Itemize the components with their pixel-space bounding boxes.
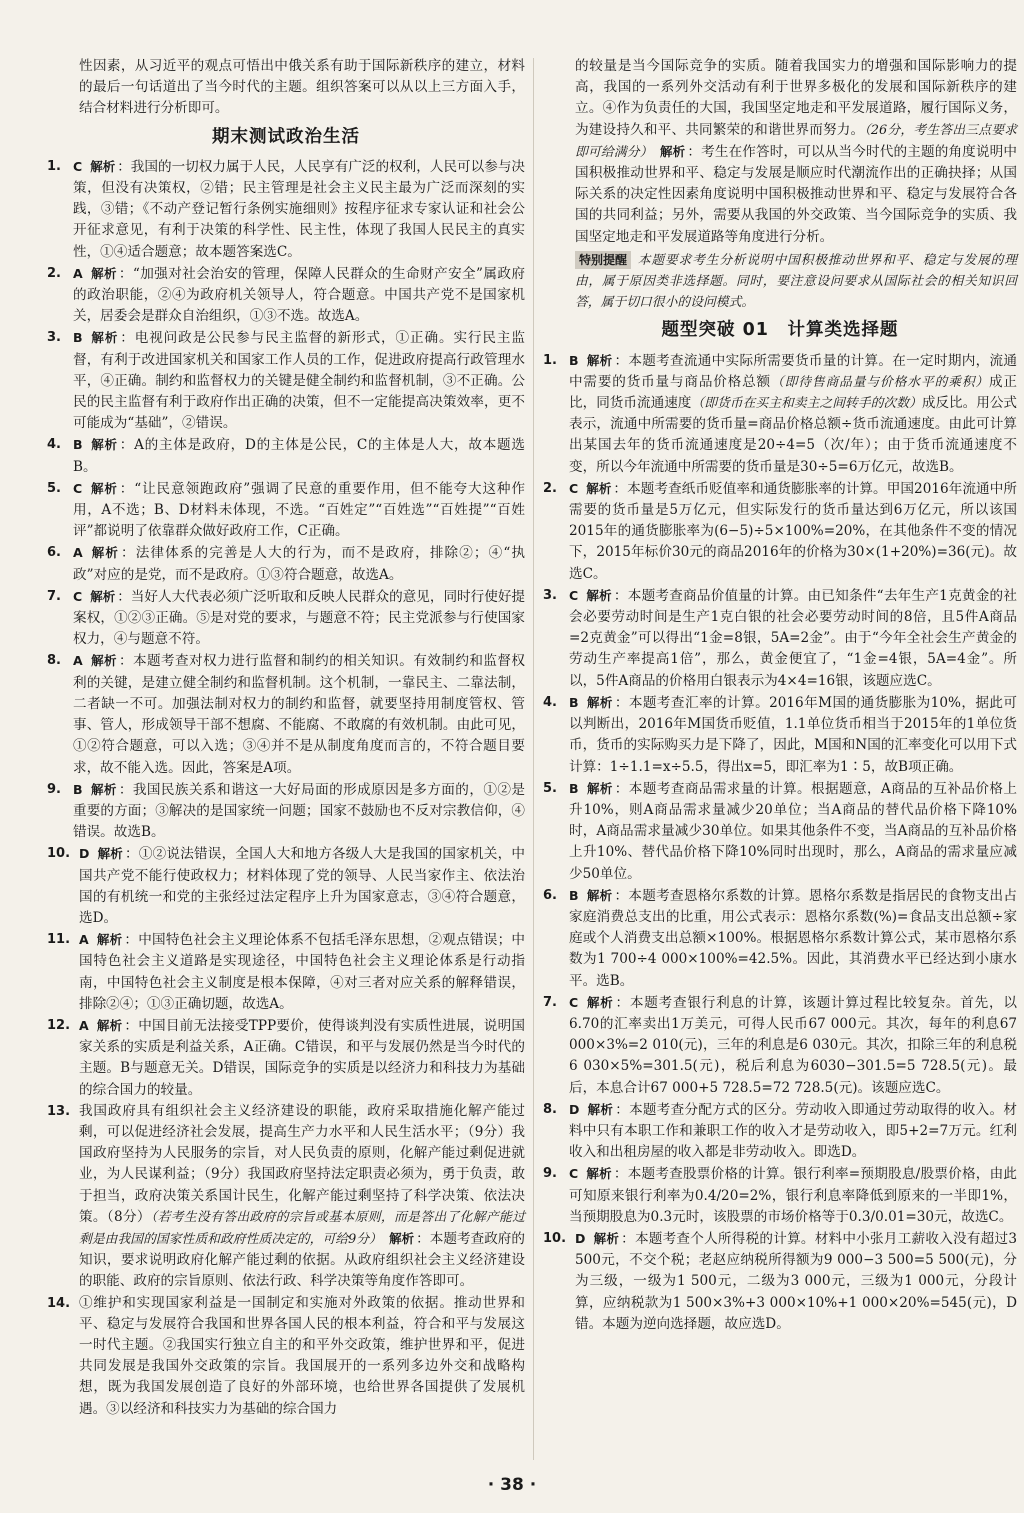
item-number: 11. <box>47 932 71 948</box>
tip-text: 本题要求考生分析说明中国积极推动世界和平、稳定与发展的理由，属于原因类非选择题。同时，要注意设问要求从国际社会的相关知识回答，属于切口很小的设问模式。 <box>575 252 1017 311</box>
answer-letter: C <box>73 480 83 496</box>
answer-letter: C <box>569 1166 579 1182</box>
answer-text: ：本题考查汇率的计算。2016年M国的通货膨胀为10%，据此可以判断出，2016年M国货币贬值，1.1单位货币相当于2015年的1单位货币，货币的实际购买力是下降了，因此，M国和N国的汇率变化可以用下式计算：1÷1.1=x÷5.5，得出x=5，即汇率为1∶5，故B项正确。 <box>569 694 1017 775</box>
answer-text: ：A的主体是政府，D的主体是公民，C的主体是人大，故本题选B。 <box>73 437 525 475</box>
answer-text: 成正比，同货币流通速度 <box>569 373 1018 412</box>
analysis-label: 解析 <box>586 887 613 903</box>
answer-letter: A <box>79 932 89 948</box>
answer-item <box>47 586 525 651</box>
answer-letter: B <box>569 352 579 368</box>
answer-text: 我国政府具有组织社会主义经济建设的职能，政府采取措施化解产能过剩，可以促进经济社会发展，提高生产力水平和人民生活水平；（9分）我国政府坚持为人民服务的宗旨，对人民负责的原则，化解产能过剩促进就业，为人民谋利益；（9分）我国政府坚持法定职责必须为，勇于负责，敢于担当，政府决策关系国计民生，化解产能过剩坚持了科学决策、依法决策。（8分） <box>79 1102 525 1225</box>
answer-letter: D <box>569 1101 580 1117</box>
answer-item <box>47 327 525 434</box>
answer-text: 的较量是当今国际竞争的实质。随着我国实力的增强和国际影响力的提高，我国的一系列外交活动有利于世界多极化的发展和国际新秩序的建立。④作为负责任的大国，我国坚定地走和平发展道路，履行国际义务，为建设持久和平、共同繁荣的和谐世界而努力。 <box>575 58 1017 138</box>
analysis-label: 解析 <box>96 1017 123 1033</box>
answer-item <box>543 1163 1017 1228</box>
inline-note: （即待售商品量与价格水平的乘积） <box>770 374 989 390</box>
analysis-label: 解析 <box>90 588 116 604</box>
analysis-label: 解析 <box>586 587 612 603</box>
left-column <box>47 56 525 1420</box>
answer-text: ：本题考查纸币贬值率和通货膨胀率的计算。甲国2016年流通中所需要的货币量是5万亿元，但实际发行的货币量达到6万亿元，所以该国2015年的通货膨胀率为(6−5)÷5×100%=20%，在其他条件不变的情况下，2015年标价30元的商品2016年的价格为30×(1+20%)=36(元)。故选C。 <box>569 480 1017 582</box>
analysis-label: 解析 <box>587 1101 614 1117</box>
answer-item <box>47 929 525 1015</box>
answer-letter: A <box>73 545 83 561</box>
item-number: 9. <box>47 781 61 797</box>
answer-text: ：中国目前无法接受TPP要价，使得谈判没有实质性进展，说明国家关系的实质是利益关系，A正确。C错误，和平与发展仍然是当今时代的主题。B与题意无关。D错误，国际竞争的实质是以经济力和科技力为基础的综合国力的较量。 <box>79 1017 525 1098</box>
answer-item <box>47 263 525 328</box>
answer-item <box>47 478 525 543</box>
answer-letter: B <box>569 780 579 796</box>
analysis-label: 解析 <box>593 1230 620 1246</box>
item-number: 4. <box>47 437 61 453</box>
answer-text: ：本题考查个人所得税的计算。材料中小张月工薪收入没有超过3 500元，不交个税；老赵应纳税所得额为9 000−3 500=5 500(元)，分为三级，一级为1 500元，二级为3 000元，三级为1 000元，分段计算，应纳税款为1 500×3%+3 000×10%+1 000×20%=545(元)，D错。本题为逆向选择题，故应选D。 <box>575 1230 1017 1332</box>
answer-item <box>543 885 1017 992</box>
answer-letter: B <box>73 330 83 346</box>
analysis-label: 解析 <box>586 352 613 368</box>
answer-text: ：本题考查商品需求量的计算。根据题意，A商品的互补品价格上升10%，则A商品需求量减少20单位；当A商品的替代品价格下降10%时，A商品需求量减少30单位。如果其他条件不变，当A商品的互补品价格上升10%、替代品价格下降10%同时出现时，那么，A商品的需求量应减少50单位。 <box>569 780 1017 882</box>
answer-letter: C <box>73 158 83 174</box>
analysis-label: 解析 <box>586 480 612 496</box>
item-number: 2. <box>47 265 61 281</box>
answer-text: ①维护和实现国家利益是一国制定和实施对外政策的依据。推动世界和平、稳定与发展符合我国和世界各国人民的根本利益，符合和平与发展这一时代主题。②我国实行独立自主的和平外交政策，维护世界和平，促进共同发展是我国外交政策的宗旨。我国展开的一系列多边外交和战略构想，既为我国发展创造了良好的外部环境，也给世界各国提供了发展机遇。③以经济和科技实力为基础的综合国力 <box>79 1294 525 1417</box>
answer-letter: C <box>569 480 579 496</box>
answer-item <box>47 1293 525 1420</box>
page-number: · 38 · <box>487 1475 537 1495</box>
answer-item <box>543 350 1017 478</box>
answer-item <box>47 843 525 929</box>
section-title-calculation: 题型突破 01 计算类选择题 <box>661 320 899 341</box>
answer-text: ：本题考查政府的知识，要求说明政府化解产能过剩的依据。从政府组织社会主义经济建设的职能、政府的宗旨原则、依法行政、科学决策等角度作答即可。 <box>79 1230 526 1290</box>
answer-item <box>543 778 1017 885</box>
analysis-label: 解析 <box>90 781 117 797</box>
answer-item <box>47 542 525 585</box>
answer-item <box>47 1101 525 1293</box>
item-number: 12. <box>47 1017 71 1033</box>
answer-text: ：本题考查分配方式的区分。劳动收入即通过劳动取得的收入。材料中只有本职工作和兼职工作的收入才是劳动收入，即5+2=7万元。红利收入和出租房屋的收入都是非劳动收入。即选D。 <box>569 1101 1017 1161</box>
answer-letter: D <box>575 1230 586 1246</box>
right-column <box>543 56 1017 1335</box>
item-number: 10. <box>47 846 71 862</box>
section-title-final-test: 期末测试政治生活 <box>212 126 360 147</box>
answer-letter: B <box>569 887 579 903</box>
answer-text: ：“加强对社会治安的管理，保障人民群众的生命财产安全”属政府的政治职能，②④为政府机关领导人，符合题意。中国共产党不是国家机关，居委会是群众自治组织，①③不选。故选A。 <box>73 265 525 325</box>
analysis-label: 解析 <box>660 143 686 159</box>
answer-item <box>543 692 1017 778</box>
answer-letter: C <box>569 587 579 603</box>
answer-text: ：①②说法错误，全国人大和地方各级人大是我国的国家机关，中国共产党不能行使政权力；材料体现了党的领导、人民当家作主、依法治国的有机统一和党的主张经过法定程序上升为国家意志，③④符合题意，选D。 <box>79 846 525 926</box>
column-divider <box>533 58 534 1460</box>
answer-item <box>543 585 1017 692</box>
item-number: 9. <box>543 1166 557 1182</box>
item-number: 5. <box>543 780 557 796</box>
answer-text: ：本题考查流通中实际所需要货币量的计算。在一定时期内，流通中需要的货币量与商品价格总额 <box>569 352 1017 390</box>
answer-letter: B <box>569 694 579 710</box>
analysis-label: 解析 <box>90 158 116 174</box>
analysis-label: 解析 <box>586 694 613 710</box>
answer-text: ：本题考查股票价格的计算。银行利率=预期股息/股票价格，由此可知原来银行利率为0.4/20=2%，银行利息率降低到原来的一半即1%，当预期股息为0.3元时，该股票的市场价格等于0.3/0.01=30元，故选C。 <box>569 1166 1017 1225</box>
item-number: 8. <box>47 653 61 669</box>
item-number: 3. <box>47 330 61 346</box>
answer-text: ：考生在作答时，可以从当今时代的主题的角度说明中国积极推动世界和平、稳定与发展是顺应时代潮流作出的正确抉择；从国际关系的决定性因素角度说明中国积极推动世界和平、稳定与发展符合各国的共同利益；另外，需要从我国的外交政策、当今国际竞争的实质、我国坚定地走和平发展道路等角度进行分析。 <box>575 143 1018 245</box>
answer-letter: D <box>79 846 90 862</box>
answer-letter: A <box>73 653 83 669</box>
answer-text: ：中国特色社会主义理论体系不包括毛泽东思想，②观点错误；中国特色社会主义道路是实现途径，中国特色社会主义理论体系是行动指南，中国特色社会主义制度是根本保障，④对三者对应关系的解释错误，排除②④；①③正确切题，故选A。 <box>79 932 525 1012</box>
answer-text: ：当好人大代表必须广泛听取和反映人民群众的意见，同时行使好提案权，①②③正确。⑤是对党的要求，与题意不符；民主党派参与行使国家权力，④与题意不符。 <box>73 588 526 648</box>
answer-text: 成反比。用公式表示，流通中所需要的货币量=商品价格总额÷货币流通速度。由此可计算出某国去年的货币流通速度是20÷4=5（次/年）；由于货币流通速度不变，所以今年流通中所需要的货币量是30÷5=6万亿元，故选B。 <box>569 395 1018 475</box>
analysis-label: 解析 <box>90 437 118 453</box>
item-number: 6. <box>47 545 61 561</box>
item-number: 8. <box>543 1101 557 1117</box>
answer-letter: B <box>73 437 83 453</box>
continued-answer <box>543 56 1017 248</box>
analysis-label: 解析 <box>90 653 117 669</box>
answer-item <box>47 779 525 844</box>
item-number: 6. <box>543 887 557 903</box>
answer-text: ：“让民意领跑政府”强调了民意的重要作用，但不能夸大这种作用，A不选；B、D材料未体现，不选。“百姓定”“百姓选”“百姓提”“百姓评”都说明了依靠群众做好政府工作，C正确。 <box>73 480 525 540</box>
answer-text: ：法律体系的完善是人大的行为，而不是政府，排除②；④“执政”对应的是党，而不是政府。①③符合题意，故选A。 <box>73 545 525 583</box>
item-number: 10. <box>543 1230 567 1246</box>
inline-note: （即货币在买主和卖主之间转手的次数） <box>691 396 922 412</box>
answer-item <box>543 1099 1017 1164</box>
analysis-label: 解析 <box>586 1166 612 1182</box>
answer-letter: A <box>79 1017 89 1033</box>
answer-text: ：电视问政是公民参与民主监督的新形式，①正确。实行民主监督，有利于改进国家机关和国家工作人员的工作，促进政府提高行政管理水平，④正确。制约和监督权力的关键是健全制约和监督机制，③不正确。公民的民主监督有利于政府作出正确的决策，但不一定能提高决策效率，更不可能成为“基础”，②错误。 <box>73 330 525 432</box>
analysis-label: 解析 <box>96 932 123 948</box>
analysis-label: 解析 <box>90 480 118 496</box>
analysis-label: 解析 <box>90 330 119 346</box>
analysis-label: 解析 <box>389 1230 415 1246</box>
item-number: 14. <box>47 1295 71 1311</box>
analysis-label: 解析 <box>90 545 120 561</box>
item-number: 3. <box>543 587 557 603</box>
item-number: 7. <box>543 994 557 1010</box>
answer-text: ：本题考查对权力进行监督和制约的相关知识。有效制约和监督权利的关键，是建立健全制约和监督机制。这个机制，一靠民主、二靠法制，二者缺一不可。加强法制对权力的制约和监督，就要坚持用制度管权、管事、管人，形成领导干部不想腐、不能腐、不敢腐的有效机制。由此可见，①②符合题意，可以入选；③④并不是从制度角度而言的，不符合题目要求，故不能入选。因此，答案是A项。 <box>73 653 525 776</box>
grading-note: （26分，考生答出三点要求即可给满分） <box>575 122 1017 160</box>
item-number: 5. <box>47 480 61 496</box>
analysis-label: 解析 <box>586 994 614 1010</box>
grading-note: （若考生没有答出政府的宗旨或基本原则，而是答出了化解产能过剩是由我国的国家性质和政府性质决定的，可给9分） <box>79 1209 525 1247</box>
answer-text: ：本题考查恩格尔系数的计算。恩格尔系数是指居民的食物支出占家庭消费总支出的比重，用公式表示：恩格尔系数(%)=食品支出总额÷家庭或个人消费支出总额×100%。根据恩格尔系数计算公式，某市恩格尔系数为1 700÷4 000×100%=42.5%。因此，其消费水平已经达到小康水平。选B。 <box>569 887 1017 989</box>
answer-item <box>47 156 525 263</box>
analysis-label: 解析 <box>97 846 124 862</box>
answer-item <box>543 1228 1017 1335</box>
analysis-label: 解析 <box>90 265 117 281</box>
item-number: 1. <box>543 352 557 368</box>
answer-item <box>543 478 1017 585</box>
answer-letter: C <box>569 994 579 1010</box>
special-tip <box>543 250 1017 314</box>
analysis-label: 解析 <box>586 780 613 796</box>
answer-item <box>47 1015 525 1101</box>
item-number: 2. <box>543 480 557 496</box>
answer-text: ：本题考查商品价值量的计算。由已知条件“去年生产1克黄金的社会必要劳动时间是生产1克白银的社会必要劳动时间的8倍，且5件A商品=2克黄金”可以得出“1金=8银，5A=2金”。由于“今年全社会生产黄金的劳动生产率提高1倍”，那么，黄金便宜了，“1金=4银，5A=4金”。所以，5件A商品的价格用白银表示为4×4=16银，该题应选C。 <box>569 587 1017 689</box>
item-number: 7. <box>47 588 61 604</box>
answer-text: ：我国民族关系和谐这一大好局面的形成原因是多方面的，①②是重要的方面；③解决的是国家统一问题；国家不鼓励也不反对宗教信仰，④错误。故选B。 <box>73 781 525 841</box>
answer-letter: B <box>73 781 83 797</box>
item-number: 4. <box>543 694 557 710</box>
answer-text: ：我国的一切权力属于人民，人民享有广泛的权利，人民可以参与决策，但没有决策权，②错；民主管理是社会主义民主最为广泛而深刻的实践，③错；《不动产登记暂行条例实施细则》按程序征求专家认证和社会公开征求意见，有利于决策的科学性、民主性，体现了我国人民民主的真实性，①④适合题意；故本题答案选C。 <box>73 158 526 260</box>
tip-badge: 特别提醒 <box>575 251 631 269</box>
answer-item <box>543 992 1017 1099</box>
answer-letter: C <box>73 588 83 604</box>
item-number: 1. <box>47 158 61 174</box>
item-number: 13. <box>47 1103 71 1119</box>
intro-paragraph: 性因素，从习近平的观点可悟出中俄关系有助于国际新秩序的建立，材料的最后一句话道出了当今时代的主题。组织答案可以从以上三方面入手，结合材料进行分析即可。 <box>79 58 525 117</box>
answer-letter: A <box>73 265 83 281</box>
answer-text: ：本题考查银行利息的计算，该题计算过程比较复杂。首先，以6.70的汇率卖出1万美元，可得人民币67 000元。其次，每年的利息67 000×3%=2 010(元)，三年的利息是6 030元。其次，扣除三年的利息税6 030×5%=301.5(元)，税后利息为6030−301.5=5 728.5(元)。最后，本息合计67 000+5 728.5=72 728.5(元)。该题应选C。 <box>569 994 1017 1096</box>
answer-item <box>47 650 525 778</box>
answer-item <box>47 434 525 477</box>
